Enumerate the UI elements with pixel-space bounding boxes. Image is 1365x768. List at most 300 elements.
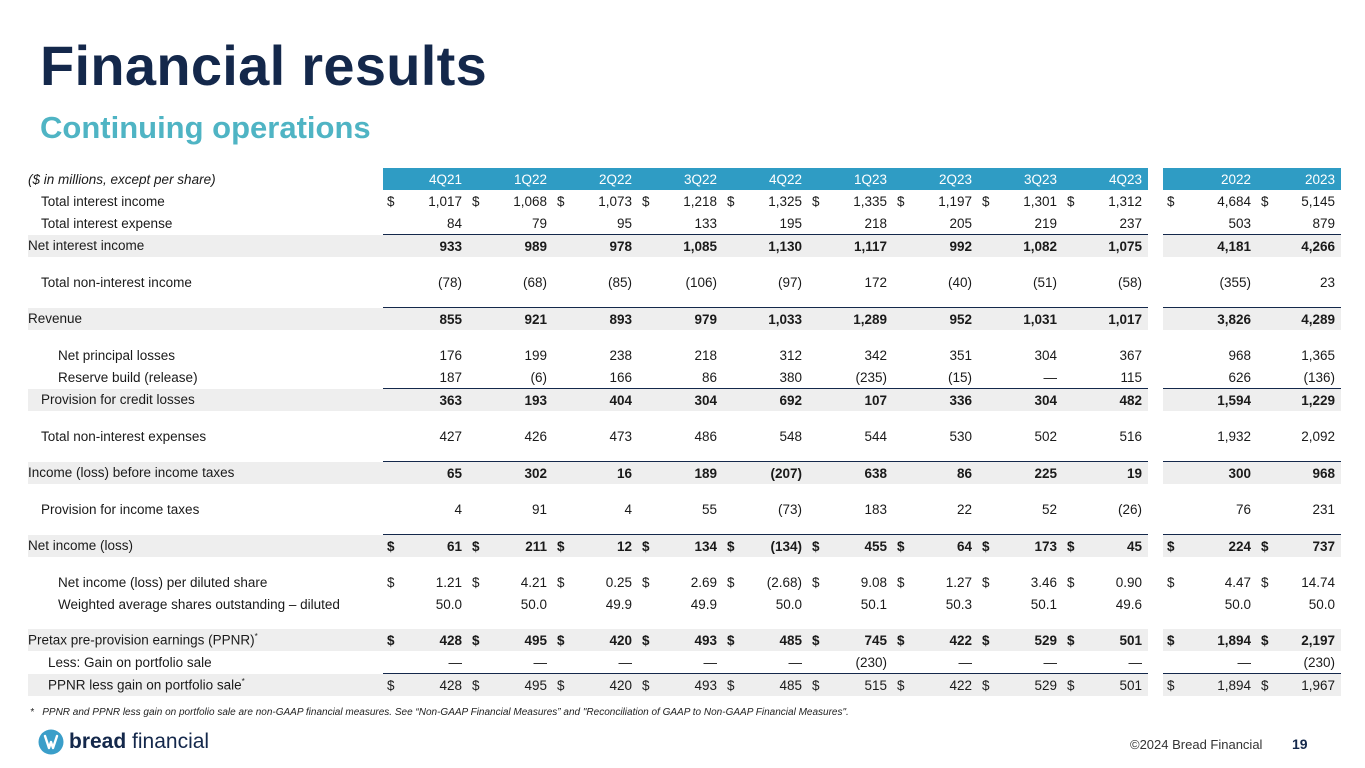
- cell-value: 16: [616, 465, 632, 481]
- quarter-value-cell: [723, 212, 808, 235]
- quarter-value-cell: [808, 190, 893, 212]
- quarter-value-cell: [1063, 235, 1148, 258]
- quarter-value-cell: [723, 674, 808, 697]
- currency-symbol: $: [897, 193, 905, 209]
- cell-value: 4,266: [1301, 238, 1335, 254]
- year-value-cell: [1257, 674, 1341, 697]
- quarter-value-cell: [1063, 366, 1148, 389]
- cell-value: 218: [694, 347, 717, 363]
- quarter-value-cell: [978, 651, 1063, 674]
- currency-symbol: $: [727, 538, 735, 554]
- cell-value: 493: [694, 677, 717, 693]
- quarter-value-cell: [808, 593, 893, 615]
- quarter-value-cell: [723, 571, 808, 593]
- table-row-gain-portfolio-sale: [28, 651, 1341, 674]
- quarter-value-cell: [978, 674, 1063, 697]
- year-value-cell: [1257, 344, 1341, 366]
- cell-value: (40): [947, 274, 972, 290]
- currency-symbol: $: [387, 193, 395, 209]
- quarter-value-cell: [1063, 212, 1148, 235]
- row-label-text: Total interest income: [41, 193, 165, 209]
- quarter-value-cell: [468, 271, 553, 293]
- quarter-value-cell: [383, 498, 468, 520]
- quarter-value-cell: [638, 425, 723, 447]
- cell-value: 4,684: [1217, 193, 1251, 209]
- quarter-value-cell: [383, 212, 468, 235]
- cell-value: 50.0: [775, 596, 802, 612]
- cell-value: (26): [1117, 501, 1142, 517]
- cell-value: 172: [864, 274, 887, 290]
- cell-value: 55: [701, 501, 717, 517]
- cell-value: 64: [956, 538, 972, 554]
- row-label-text: Pretax pre-provision earnings (PPNR): [28, 632, 255, 648]
- table-row-total-interest-expense: [28, 212, 1341, 235]
- quarter-value-cell: [383, 674, 468, 697]
- year-value-cell: [1163, 571, 1257, 593]
- quarter-value-cell: [553, 190, 638, 212]
- cell-value: 502: [1034, 428, 1057, 444]
- cell-value: 115: [1120, 369, 1142, 385]
- cell-value: 218: [864, 215, 887, 231]
- quarter-value-cell: [383, 344, 468, 366]
- quarter-value-cell: [893, 389, 978, 412]
- quarter-value-cell: [383, 593, 468, 615]
- column-header-4q23: 4Q23: [1063, 168, 1148, 190]
- cell-value: 737: [1312, 538, 1335, 554]
- quarter-value-cell: [553, 571, 638, 593]
- cell-value: 1,289: [853, 311, 887, 327]
- quarter-value-cell: [553, 651, 638, 674]
- quarter-value-cell: [808, 271, 893, 293]
- cell-value: 0.25: [605, 574, 632, 590]
- cell-value: 219: [1034, 215, 1057, 231]
- cell-value: (207): [770, 465, 802, 481]
- quarter-value-cell: [638, 593, 723, 615]
- currency-symbol: $: [387, 677, 395, 693]
- quarter-value-cell: [638, 366, 723, 389]
- cell-value: 404: [609, 392, 632, 408]
- cell-value: 380: [779, 369, 802, 385]
- cell-value: 134: [694, 538, 717, 554]
- currency-symbol: $: [727, 574, 735, 590]
- quarter-value-cell: [978, 190, 1063, 212]
- cell-value: 86: [701, 369, 717, 385]
- page-title: Financial results: [40, 34, 488, 97]
- quarter-value-cell: [808, 674, 893, 697]
- cell-value: 495: [524, 632, 547, 648]
- year-value-cell: [1257, 651, 1341, 674]
- cell-value: 501: [1119, 677, 1142, 693]
- quarter-value-cell: [808, 344, 893, 366]
- quarter-value-cell: [638, 308, 723, 331]
- currency-symbol: $: [982, 632, 990, 648]
- quarter-value-cell: [723, 366, 808, 389]
- quarter-value-cell: [553, 498, 638, 520]
- cell-value: 1,075: [1108, 238, 1142, 254]
- cell-value: 893: [609, 311, 632, 327]
- quarter-value-cell: [468, 629, 553, 651]
- cell-value: (73): [777, 501, 802, 517]
- cell-value: 50.0: [1308, 596, 1335, 612]
- table-row-provision-credit-losses: [28, 389, 1341, 412]
- cell-value: 336: [949, 392, 972, 408]
- cell-value: 199: [524, 347, 547, 363]
- cell-value: 3.46: [1030, 574, 1057, 590]
- row-label-text: Income (loss) before income taxes: [28, 465, 235, 481]
- cell-value: 363: [439, 392, 462, 408]
- quarter-value-cell: [978, 271, 1063, 293]
- cell-value: 50.0: [1224, 596, 1251, 612]
- row-label-text: Net income (loss) per diluted share: [58, 574, 268, 590]
- cell-value: 493: [694, 632, 717, 648]
- footnote-text: PPNR and PPNR less gain on portfolio sale are non-GAAP financial measures. See “Non-GAAP Financial Measures” and "Reconciliation of GAAP to Non-GAAP Financial Measures".: [42, 707, 849, 718]
- cell-value: 1,932: [1217, 428, 1251, 444]
- currency-symbol: $: [1067, 632, 1075, 648]
- currency-symbol: $: [982, 677, 990, 693]
- quarter-value-cell: [723, 344, 808, 366]
- quarter-value-cell: [978, 366, 1063, 389]
- year-value-cell: [1163, 593, 1257, 615]
- cell-value: (235): [855, 369, 887, 385]
- year-value-cell: [1257, 629, 1341, 651]
- cell-value: 1,197: [938, 193, 972, 209]
- page-number: 19: [1292, 736, 1308, 752]
- column-header-1q23: 1Q23: [808, 168, 893, 190]
- row-label-total-interest-expense: [28, 212, 383, 235]
- quarter-value-cell: [383, 308, 468, 331]
- quarter-value-cell: [978, 462, 1063, 485]
- cell-value: 0.90: [1115, 574, 1142, 590]
- quarter-value-cell: [978, 571, 1063, 593]
- cell-value: 516: [1119, 428, 1142, 444]
- quarter-value-cell: [1063, 593, 1148, 615]
- column-header-3q23: 3Q23: [978, 168, 1063, 190]
- cell-value: 193: [524, 392, 547, 408]
- cell-value: 1.21: [435, 574, 462, 590]
- cell-value: 50.1: [860, 596, 887, 612]
- column-header-3q22: 3Q22: [638, 168, 723, 190]
- currency-symbol: $: [1067, 193, 1075, 209]
- quarter-value-cell: [638, 535, 723, 558]
- row-label-text: Total non-interest expenses: [41, 428, 207, 444]
- quarter-value-cell: [383, 535, 468, 558]
- row-label-text: Provision for credit losses: [41, 392, 195, 408]
- currency-symbol: $: [1167, 538, 1175, 554]
- cell-value: 979: [694, 311, 717, 327]
- cell-value: 855: [439, 311, 462, 327]
- currency-symbol: $: [387, 574, 395, 590]
- quarter-value-cell: [893, 271, 978, 293]
- currency-symbol: $: [642, 677, 650, 693]
- year-value-cell: [1257, 366, 1341, 389]
- cell-value: 501: [1119, 632, 1142, 648]
- quarter-value-cell: [978, 425, 1063, 447]
- quarter-value-cell: [553, 389, 638, 412]
- quarter-value-cell: [468, 366, 553, 389]
- cell-value: —: [1043, 369, 1057, 385]
- cell-value: —: [618, 654, 632, 670]
- quarter-value-cell: [468, 389, 553, 412]
- cell-value: 1,117: [853, 238, 887, 254]
- quarter-value-cell: [638, 462, 723, 485]
- currency-symbol: $: [387, 538, 395, 554]
- quarter-value-cell: [1063, 651, 1148, 674]
- currency-symbol: $: [472, 677, 480, 693]
- quarter-value-cell: [723, 498, 808, 520]
- quarter-value-cell: [638, 271, 723, 293]
- page-subtitle: Continuing operations: [40, 110, 371, 145]
- cell-value: 304: [694, 392, 717, 408]
- cell-value: (78): [437, 274, 462, 290]
- cell-value: 225: [1034, 465, 1057, 481]
- quarter-value-cell: [978, 344, 1063, 366]
- table-row-net-income: [28, 535, 1341, 558]
- cell-value: 879: [1312, 215, 1335, 231]
- cell-value: 544: [864, 428, 887, 444]
- cell-value: 4.47: [1224, 574, 1251, 590]
- quarter-value-cell: [468, 235, 553, 258]
- cell-value: (230): [855, 654, 887, 670]
- currency-symbol: $: [1167, 574, 1175, 590]
- cell-value: 1,017: [1108, 311, 1142, 327]
- quarter-value-cell: [553, 425, 638, 447]
- currency-symbol: $: [812, 193, 820, 209]
- bread-financial-logo-icon: [38, 729, 64, 755]
- cell-value: 86: [956, 465, 972, 481]
- quarter-value-cell: [553, 212, 638, 235]
- currency-symbol: $: [1067, 677, 1075, 693]
- table-row-eps-diluted: [28, 571, 1341, 593]
- cell-value: 5,145: [1301, 193, 1335, 209]
- quarter-value-cell: [723, 271, 808, 293]
- quarter-value-cell: [383, 190, 468, 212]
- quarter-value-cell: [893, 308, 978, 331]
- table-row-weighted-shares: [28, 593, 1341, 615]
- cell-value: 1,301: [1023, 193, 1057, 209]
- currency-symbol: $: [642, 632, 650, 648]
- cell-value: 22: [956, 501, 972, 517]
- row-label-reserve-build: [28, 366, 383, 389]
- row-label-total-non-interest-expenses: [28, 425, 383, 447]
- cell-value: 473: [609, 428, 632, 444]
- footnote-mark: *: [241, 677, 245, 686]
- cell-value: —: [448, 654, 462, 670]
- currency-symbol: $: [727, 632, 735, 648]
- cell-value: —: [1043, 654, 1057, 670]
- logo-word-financial: financial: [132, 730, 210, 753]
- table-row-ppnr-less-gain: [28, 674, 1341, 697]
- cell-value: 189: [694, 465, 717, 481]
- quarter-value-cell: [1063, 498, 1148, 520]
- cell-value: (2.68): [766, 574, 802, 590]
- quarter-value-cell: [893, 190, 978, 212]
- cell-value: 1,068: [513, 193, 547, 209]
- cell-value: 351: [949, 347, 972, 363]
- cell-value: (51): [1032, 274, 1057, 290]
- cell-value: (134): [770, 538, 802, 554]
- cell-value: (106): [685, 274, 717, 290]
- column-header-1q22: 1Q22: [468, 168, 553, 190]
- cell-value: 50.3: [945, 596, 972, 612]
- row-label-text: Total interest expense: [41, 215, 173, 231]
- cell-value: 342: [864, 347, 887, 363]
- year-value-cell: [1163, 271, 1257, 293]
- quarter-value-cell: [808, 651, 893, 674]
- cell-value: 503: [1228, 215, 1251, 231]
- cell-value: 1,325: [768, 193, 802, 209]
- column-header-4q22: 4Q22: [723, 168, 808, 190]
- quarter-value-cell: [1063, 344, 1148, 366]
- cell-value: 237: [1119, 215, 1142, 231]
- cell-value: 107: [864, 392, 887, 408]
- currency-symbol: $: [1261, 632, 1269, 648]
- quarter-value-cell: [808, 212, 893, 235]
- row-label-total-non-interest-income: [28, 271, 383, 293]
- table-row-reserve-build: [28, 366, 1341, 389]
- cell-value: —: [1237, 654, 1251, 670]
- quarter-value-cell: [383, 366, 468, 389]
- row-label-provision-credit-losses: [28, 389, 383, 412]
- cell-value: 50.1: [1030, 596, 1057, 612]
- footnote-mark: *: [254, 632, 258, 642]
- currency-symbol: $: [472, 538, 480, 554]
- quarter-value-cell: [468, 674, 553, 697]
- cell-value: 1,894: [1217, 677, 1251, 693]
- quarter-value-cell: [553, 462, 638, 485]
- year-value-cell: [1257, 235, 1341, 258]
- currency-symbol: $: [1167, 677, 1175, 693]
- cell-value: 428: [439, 677, 462, 693]
- quarter-value-cell: [893, 212, 978, 235]
- quarter-value-cell: [978, 535, 1063, 558]
- quarter-value-cell: [468, 571, 553, 593]
- currency-symbol: $: [557, 538, 565, 554]
- row-label-income-before-taxes: [28, 462, 383, 485]
- quarter-value-cell: [553, 593, 638, 615]
- row-label-total-interest-income: [28, 190, 383, 212]
- table-row-revenue: [28, 308, 1341, 331]
- quarter-value-cell: [808, 498, 893, 520]
- cell-value: 1.27: [945, 574, 972, 590]
- quarter-value-cell: [808, 235, 893, 258]
- currency-symbol: $: [812, 632, 820, 648]
- quarter-value-cell: [1063, 308, 1148, 331]
- quarter-value-cell: [468, 308, 553, 331]
- cell-value: 205: [949, 215, 972, 231]
- cell-value: 1,967: [1301, 677, 1335, 693]
- copyright: ©2024 Bread Financial: [1130, 737, 1263, 752]
- cell-value: —: [1128, 654, 1142, 670]
- quarter-value-cell: [1063, 535, 1148, 558]
- quarter-value-cell: [893, 629, 978, 651]
- year-value-cell: [1163, 235, 1257, 258]
- cell-value: 1,130: [768, 238, 802, 254]
- quarter-value-cell: [468, 425, 553, 447]
- cell-value: 224: [1228, 538, 1251, 554]
- cell-value: (136): [1303, 369, 1335, 385]
- cell-value: (68): [522, 274, 547, 290]
- year-value-cell: [1163, 344, 1257, 366]
- cell-value: 300: [1228, 465, 1251, 481]
- quarter-value-cell: [978, 593, 1063, 615]
- table-row-provision-income-taxes: [28, 498, 1341, 520]
- footnote-mark: *: [30, 707, 34, 718]
- cell-value: 426: [524, 428, 547, 444]
- quarter-value-cell: [723, 425, 808, 447]
- quarter-value-cell: [383, 571, 468, 593]
- cell-value: (15): [947, 369, 972, 385]
- year-value-cell: [1257, 535, 1341, 558]
- cell-value: 933: [439, 238, 462, 254]
- quarter-value-cell: [383, 271, 468, 293]
- currency-symbol: $: [557, 574, 565, 590]
- row-label-ppnr: [28, 629, 383, 651]
- currency-symbol: $: [557, 632, 565, 648]
- quarter-value-cell: [723, 389, 808, 412]
- row-label-gain-portfolio-sale: [28, 651, 383, 674]
- cell-value: —: [958, 654, 972, 670]
- quarter-value-cell: [808, 308, 893, 331]
- quarter-value-cell: [553, 235, 638, 258]
- year-value-cell: [1163, 308, 1257, 331]
- currency-symbol: $: [1261, 677, 1269, 693]
- currency-symbol: $: [1167, 193, 1175, 209]
- cell-value: 166: [609, 369, 632, 385]
- quarter-value-cell: [638, 190, 723, 212]
- row-label-text: Revenue: [28, 311, 83, 327]
- quarter-value-cell: [468, 651, 553, 674]
- cell-value: 921: [524, 311, 547, 327]
- quarter-value-cell: [808, 366, 893, 389]
- cell-value: 1,312: [1108, 193, 1142, 209]
- cell-value: 989: [524, 238, 547, 254]
- quarter-value-cell: [978, 629, 1063, 651]
- quarter-value-cell: [723, 535, 808, 558]
- cell-value: 485: [779, 677, 802, 693]
- year-value-cell: [1257, 271, 1341, 293]
- quarter-value-cell: [383, 389, 468, 412]
- cell-value: 428: [439, 632, 462, 648]
- column-header-2q22: 2Q22: [553, 168, 638, 190]
- cell-value: 304: [1034, 347, 1057, 363]
- currency-symbol: $: [472, 193, 480, 209]
- cell-value: 4: [624, 501, 632, 517]
- year-value-cell: [1257, 425, 1341, 447]
- quarter-value-cell: [1063, 629, 1148, 651]
- quarter-value-cell: [723, 235, 808, 258]
- quarter-value-cell: [383, 425, 468, 447]
- cell-value: 1,894: [1217, 632, 1251, 648]
- currency-symbol: $: [1067, 574, 1075, 590]
- table-row-total-non-interest-income: [28, 271, 1341, 293]
- cell-value: 968: [1312, 465, 1335, 481]
- row-label-text: Reserve build (release): [58, 369, 198, 385]
- year-value-cell: [1257, 190, 1341, 212]
- cell-value: 485: [779, 632, 802, 648]
- quarter-value-cell: [893, 593, 978, 615]
- row-label-net-interest-income: [28, 235, 383, 258]
- currency-symbol: $: [727, 677, 735, 693]
- quarter-value-cell: [808, 629, 893, 651]
- cell-value: 968: [1228, 347, 1251, 363]
- cell-value: 978: [609, 238, 632, 254]
- cell-value: 50.0: [435, 596, 462, 612]
- quarter-value-cell: [383, 629, 468, 651]
- quarter-value-cell: [468, 498, 553, 520]
- row-label-text: Weighted average shares outstanding – diluted: [58, 596, 340, 612]
- currency-symbol: $: [387, 632, 395, 648]
- year-value-cell: [1163, 651, 1257, 674]
